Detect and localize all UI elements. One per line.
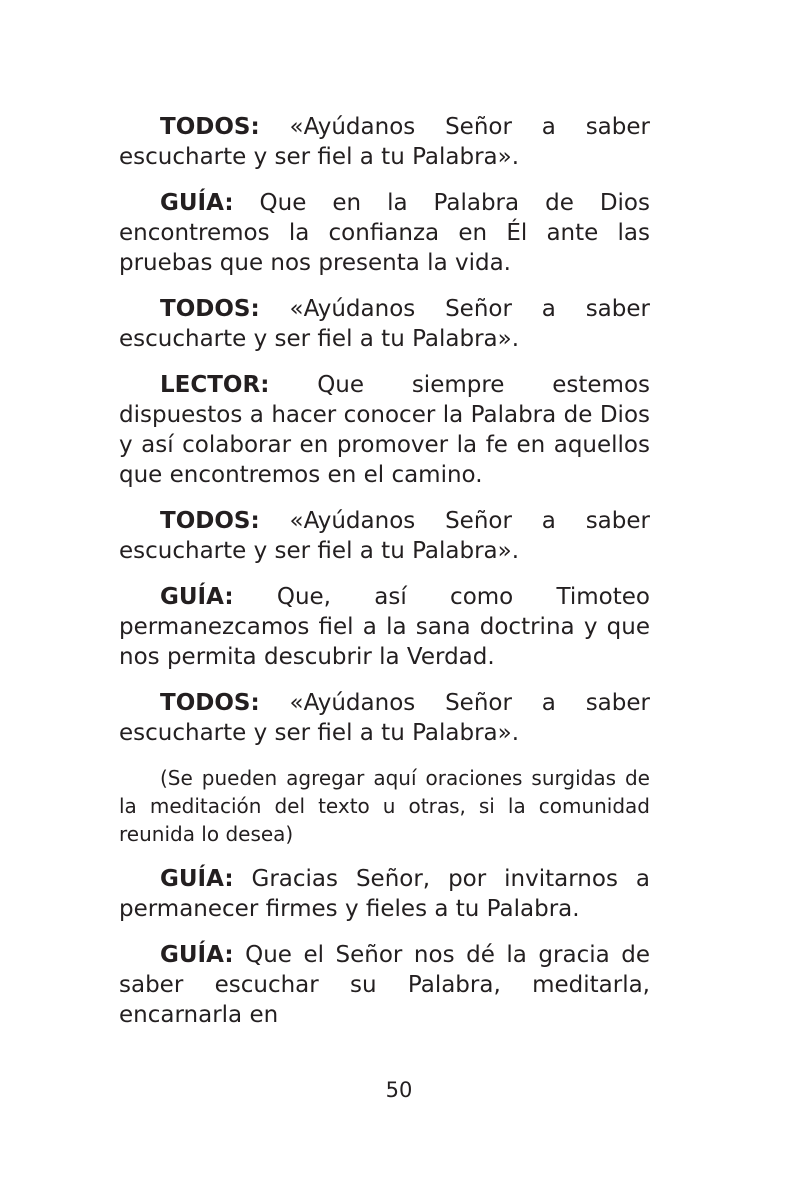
- response-paragraph: [119, 688, 650, 748]
- page-body: [119, 112, 650, 1046]
- speaker-label: LECTOR:: [160, 372, 270, 398]
- closing-paragraph: [119, 940, 650, 1030]
- speaker-label: GUÍA:: [160, 942, 234, 968]
- paragraph-text: Gracias Señor, por invitarnos a permanecer firmes y fieles a tu Palabra.: [119, 866, 650, 922]
- speaker-label: GUÍA:: [160, 866, 234, 892]
- paragraph-text: Que en la Palabra de Dios encontremos la confianza en Él ante las pruebas que nos presenta la vida.: [119, 190, 650, 276]
- response-paragraph: [119, 112, 650, 172]
- rubric-note: (Se pueden agregar aquí oraciones surgidas de la meditación del texto u otras, si la comunidad reunida lo desea): [119, 766, 650, 846]
- speaker-label: TODOS:: [160, 296, 260, 322]
- paragraph-text: «Ayúdanos Señor a saber escucharte y ser fiel a tu Palabra».: [119, 114, 650, 170]
- paragraph-text: «Ayúdanos Señor a saber escucharte y ser fiel a tu Palabra».: [119, 690, 650, 746]
- speaker-label: TODOS:: [160, 690, 260, 716]
- prayer-paragraph: [119, 370, 650, 490]
- speaker-label: TODOS:: [160, 508, 260, 534]
- response-paragraph: [119, 294, 650, 354]
- paragraph-text: Que siempre estemos dispuestos a hacer conocer la Palabra de Dios y así colaborar en promover la fe en aquellos que encontremos en el camino.: [119, 372, 650, 488]
- paragraph-text: Que, así como Timoteo permanezcamos fiel a la sana doctrina y que nos permita descubrir la Verdad.: [119, 584, 650, 670]
- closing-paragraph: [119, 864, 650, 924]
- paragraph-text: «Ayúdanos Señor a saber escucharte y ser fiel a tu Palabra».: [119, 296, 650, 352]
- page-number: 50: [385, 1078, 413, 1102]
- prayer-paragraph: [119, 582, 650, 672]
- speaker-label: GUÍA:: [160, 584, 234, 610]
- paragraph-text: «Ayúdanos Señor a saber escucharte y ser fiel a tu Palabra».: [119, 508, 650, 564]
- speaker-label: GUÍA:: [160, 190, 234, 216]
- prayer-paragraph: [119, 188, 650, 278]
- paragraph-text: Que el Señor nos dé la gracia de saber escuchar su Palabra, meditarla, encarnarla en: [119, 942, 650, 1028]
- response-paragraph: [119, 506, 650, 566]
- speaker-label: TODOS:: [160, 114, 260, 140]
